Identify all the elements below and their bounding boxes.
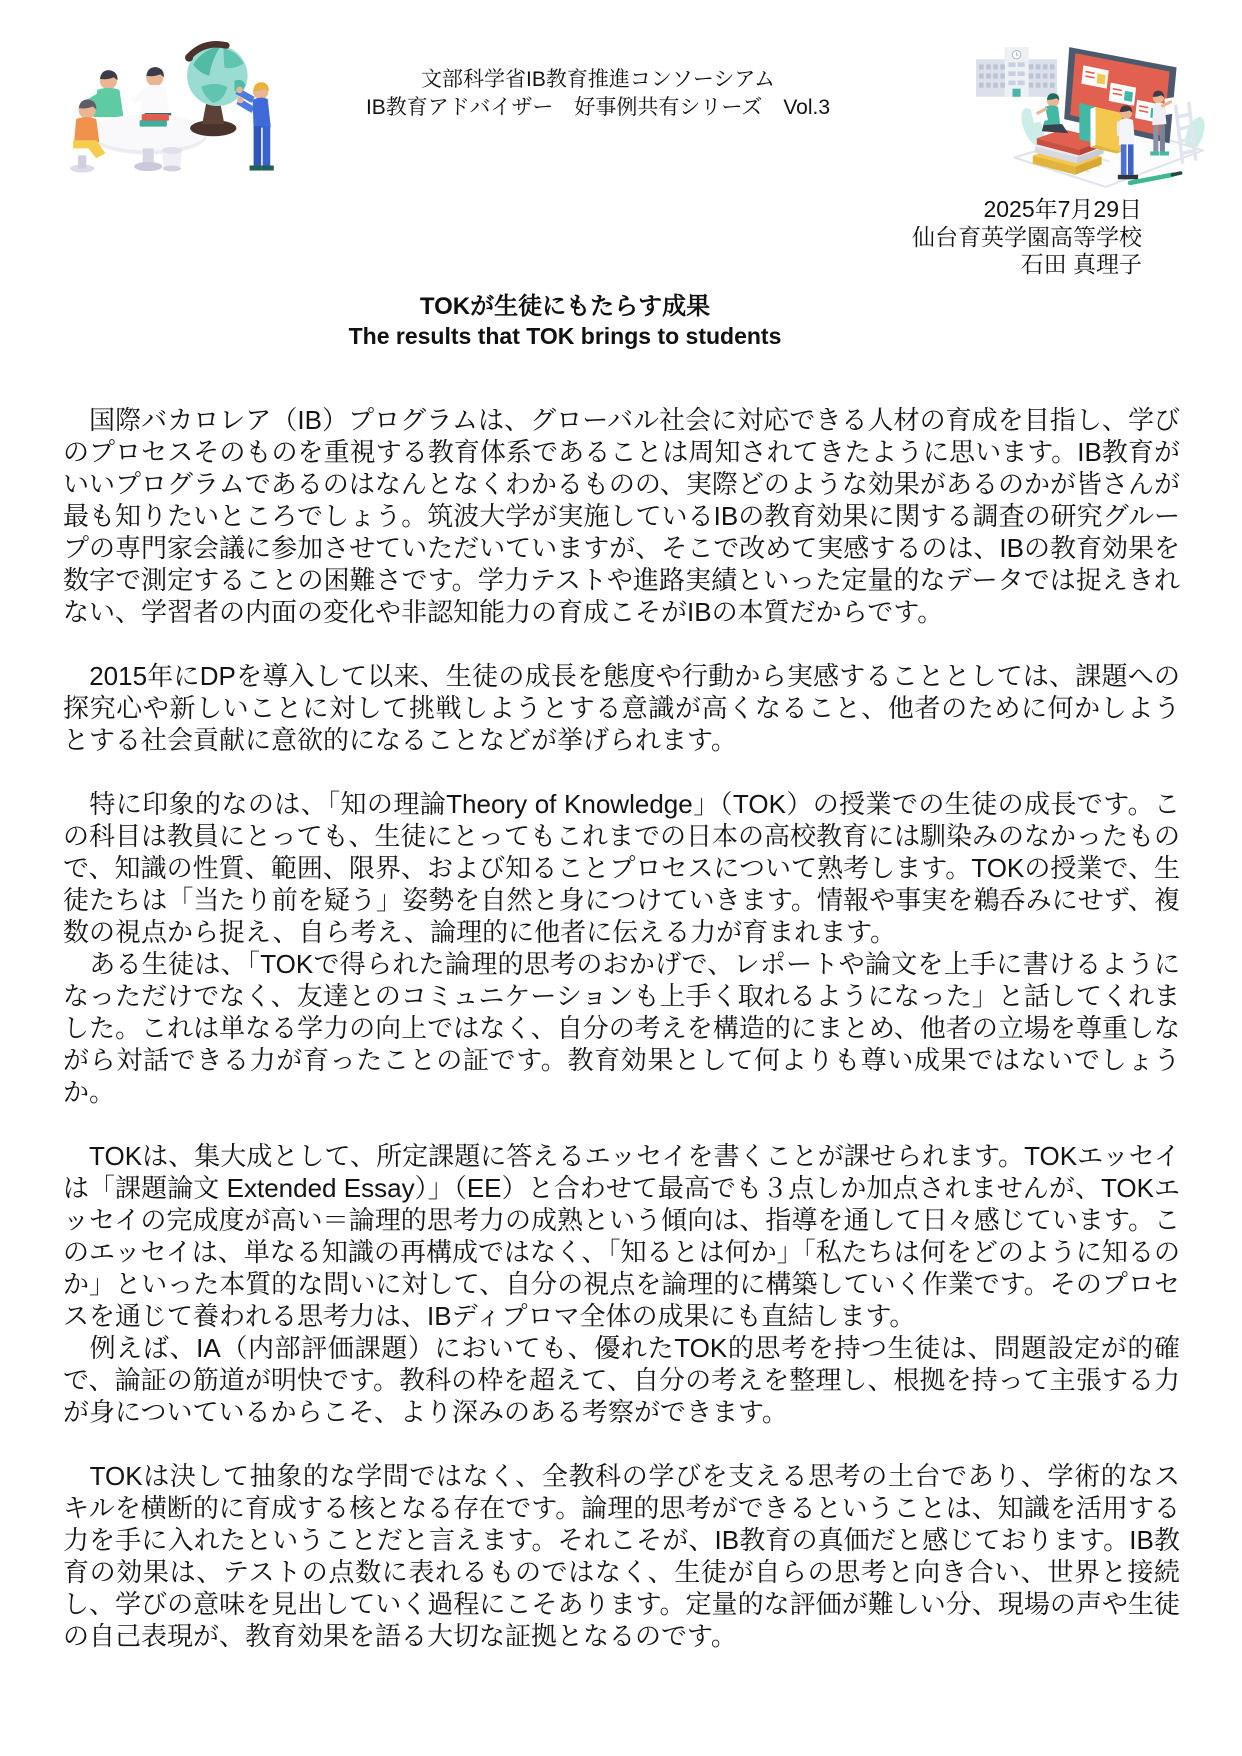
round-table — [90, 114, 207, 171]
document-title — [0, 291, 1130, 351]
title-japanese: TOKが生徒にもたらす成果 — [419, 293, 711, 320]
header-series-line: IB教育アドバイザー 好事例共有シリーズ Vol.3 — [365, 96, 831, 119]
paragraph: 例えば、IA（内部評価課題）においても、優れたTOK的思考を持つ生徒は、問題設定が的確で、論証の筋道が明快です。教科の枠を超えて、自分の考えを整理し、根拠を持って主張する力が身についているからこそ、より深みのある考察ができます。 — [63, 1333, 1180, 1427]
title-english: The results that TOK brings to students — [348, 323, 782, 349]
paragraph: 国際バカロレア（IB）プログラムは、グローバル社会に対応できる人材の育成を目指し、学びのプロセスそのものを重視する教育体系であることは周知されてきたように思います。IB教育がいいプログラムであるのはなんとなくわかるものの、実際どのような効果があるのかが皆さんが最も知りたいところでしょう。筑波大学が実施しているIBの教育効果に関する調査の研究グループの専門家会議に参加させていただいていますが、そこで改めて実感するのは、IBの教育効果を数字で測定することの困難さです。学力テストや進路実績といった定量的なデータでは捉えきれない、学習者の内面の変化や非認知能力の育成こそがIBの本質だからです。 — [63, 405, 1180, 627]
paragraph-block — [63, 404, 1180, 628]
paragraph: 特に印象的なのは、「知の理論Theory of Knowledge」（TOK）の授業での生徒の成長です。この科目は教員にとっても、生徒にとってもこれまでの日本の高校教育には馴染みのなかったもので、知識の性質、範囲、限界、および知ることプロセスについて熟考します。TOKの授業で、生徒たちは「当たり前を疑う」姿勢を自然と身につけていきます。情報や事実を鵜呑みにせず、複数の視点から捉え、自ら考え、論理的に他者に伝える力が育まれます。 — [63, 789, 1180, 947]
meta-author: 石田 真理子 — [1020, 251, 1142, 277]
header-org-line: 文部科学省IB教育推進コンソーシアム — [421, 68, 775, 91]
paragraph-block — [63, 1460, 1180, 1652]
paragraph: TOKは決して抽象的な学問ではなく、全教科の学びを支える思考の土台であり、学術的なスキルを横断的に育成する核となる存在です。論理的思考ができるということは、知識を活用する力を手に入れたということだと言えます。それこそが、IB教育の真価だと感じております。IB教育の効果は、テストの点数に表れるものではなく、生徒が自らの思考と向き合い、世界と接続し、学びの意味を見出していく過程にこそあります。定量的な評価が難しい分、現場の声や生徒の自己表現が、教育効果を語る大切な証拠となるのです。 — [63, 1461, 1180, 1651]
paragraph-block — [63, 1140, 1180, 1428]
stool — [162, 147, 182, 172]
article-body — [63, 404, 1180, 1652]
paragraph: TOKは、集大成として、所定課題に答えるエッセイを書くことが課せられます。TOKエッセイは「課題論文 Extended Essay）」（EE）と合わせて最高でも３点しか加点されませんが、TOKエッセイの完成度が高い＝論理的思考力の成熟という傾向は、指導を通して日々感じています。このエッセイは、単なる知識の再構成ではなく、「知るとは何か」「私たちは何をどのように知るのか」といった本質的な問いに対して、自分の視点を論理的に構築していく作業です。そのプロセスを通じて養われる思考力は、IBディプロマ全体の成果にも直結します。 — [63, 1141, 1180, 1331]
paragraph-block — [63, 660, 1180, 756]
document-header — [0, 66, 1196, 122]
paragraph: ある生徒は、「TOKで得られた論理的思考のおかげで、レポートや論文を上手に書けるようになっただけでなく、友達とのコミュニケーションも上手く取れるようになった」と話してくれました。これは単なる学力の向上ではなく、自分の考えを構造的にまとめ、他者の立場を尊重しながら対話できる力が育ったことの証です。教育効果として何よりも尊い成果ではないでしょうか。 — [63, 949, 1180, 1107]
meta-school: 仙台育英学園高等学校 — [912, 223, 1142, 250]
paragraph: 2015年にDPを導入して以来、生徒の成長を態度や行動から実感することとしては、課題への探究心や新しいことに対して挑戦しようとする意識が高くなること、他者のために何かしようとする社会貢献に意欲的になることなどが挙げられます。 — [63, 661, 1180, 755]
document-meta — [912, 196, 1142, 279]
meta-date: 2025年7月29日 — [983, 196, 1142, 222]
paragraph-block — [63, 788, 1180, 1108]
